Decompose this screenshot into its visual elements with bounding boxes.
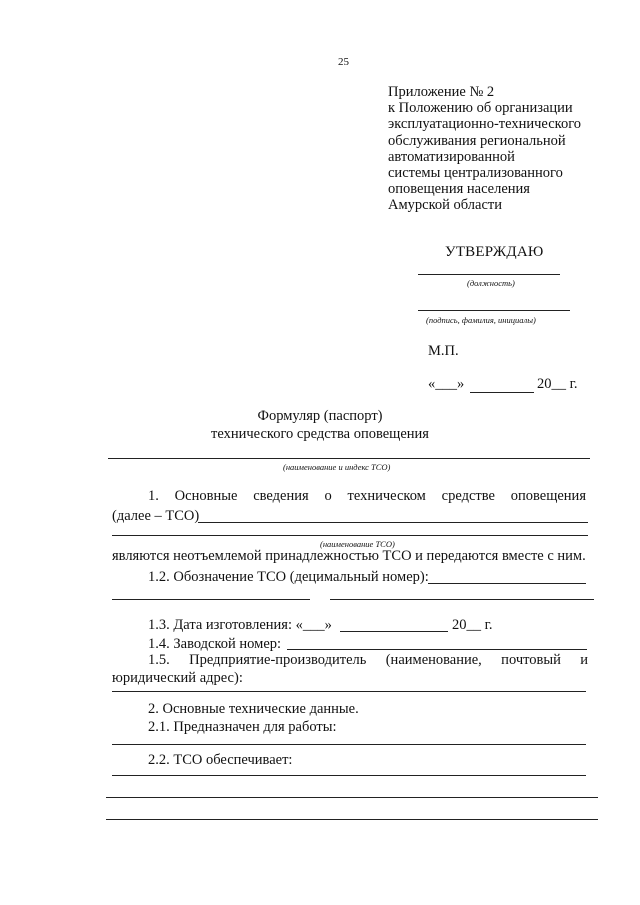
decimal-number-line-2b xyxy=(330,599,594,600)
manufacture-date-line xyxy=(340,631,448,632)
section-2-title: 2. Основные технические данные. xyxy=(148,701,359,717)
appendix-line: Амурской области xyxy=(388,197,502,214)
position-caption: (должность) xyxy=(467,278,515,288)
approval-date-open: «___» xyxy=(428,376,465,392)
section-1-2-label: 1.2. Обозначение ТСО (децимальный номер): xyxy=(148,569,429,585)
approval-date-year: 20__ г. xyxy=(537,376,578,392)
appendix-line: к Положению об организации xyxy=(388,100,573,117)
manufacturer-line xyxy=(112,691,586,692)
tso-name-caption: (наименование и индекс ТСО) xyxy=(283,462,391,472)
position-line xyxy=(418,274,560,275)
appendix-block xyxy=(388,84,581,214)
appendix-line: эксплуатационно-технического xyxy=(388,116,582,133)
approval-date-line xyxy=(470,392,534,393)
tso-name-line xyxy=(108,458,590,459)
section-1-line3: являются неотъемлемой принадлежностью ТСО и передаются вместе с ним. xyxy=(112,548,586,564)
section-2-1-label: 2.1. Предназначен для работы: xyxy=(148,719,337,735)
section-1-line1: 1. Основные сведения о техническом средстве оповещения xyxy=(148,488,586,504)
decimal-number-line xyxy=(428,583,586,584)
provides-line-2 xyxy=(106,797,598,798)
decimal-number-line-2a xyxy=(112,599,310,600)
tso-name-extra-line xyxy=(112,535,588,536)
signature-caption: (подпись, фамилия, инициалы) xyxy=(426,315,536,325)
seal-label: М.П. xyxy=(428,343,459,359)
appendix-line: оповещения населения xyxy=(388,181,530,198)
document-subtitle: технического средства оповещения xyxy=(211,426,429,442)
section-2-2-label: 2.2. ТСО обеспечивает: xyxy=(148,752,293,768)
provides-line-3 xyxy=(106,819,598,820)
signature-line xyxy=(418,310,570,311)
appendix-line: автоматизированной xyxy=(388,148,515,165)
tso-short-caption: (наименование ТСО) xyxy=(320,539,395,549)
section-1-3-year: 20__ г. xyxy=(452,617,493,633)
appendix-line: обслуживания региональной xyxy=(388,132,566,149)
document-title: Формуляр (паспорт) xyxy=(257,408,383,424)
serial-number-line xyxy=(287,649,587,650)
page-number: 25 xyxy=(338,56,349,68)
provides-line-1 xyxy=(112,775,586,776)
approval-title: УТВЕРЖДАЮ xyxy=(445,244,544,260)
section-1-line2: (далее – ТСО) xyxy=(112,508,200,524)
section-1-4-label: 1.4. Заводской номер: xyxy=(148,636,282,652)
purpose-line xyxy=(112,744,586,745)
tso-short-name-line xyxy=(198,522,588,523)
appendix-line: системы централизованного xyxy=(388,165,563,182)
section-1-5-line1: 1.5. Предприятие-производитель (наименование, почтовый и xyxy=(148,652,588,668)
section-1-3-label: 1.3. Дата изготовления: «___» xyxy=(148,617,332,633)
section-1-5-line2: юридический адрес): xyxy=(112,670,243,686)
appendix-line: Приложение № 2 xyxy=(388,84,495,100)
